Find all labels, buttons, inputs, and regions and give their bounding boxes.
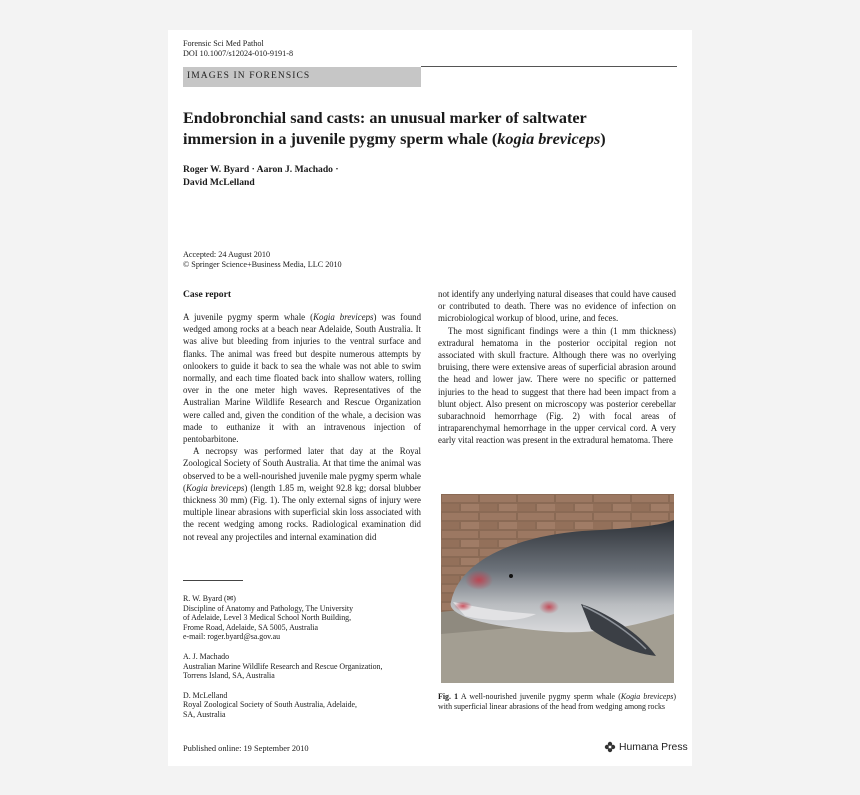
title-species: kogia breviceps [497,130,601,148]
whale-photo-illustration [441,494,674,683]
publisher-logo [604,741,688,753]
affiliation-1 [183,594,421,642]
affiliation-line: Torrens Island, SA, Australia [183,671,275,681]
affiliation-line: Discipline of Anatomy and Pathology, The University [183,603,354,613]
affiliation-2 [183,652,421,681]
header-rule [421,66,677,67]
email-link[interactable]: e-mail: roger.byard@sa.gov.au [183,632,281,642]
journal-header [183,39,293,59]
affiliation-name: D. McLelland [183,690,228,700]
paragraph: A juvenile pygmy sperm whale (Kogia breviceps) was found wedged among rocks at a beach near Adelaide, South Australia. It was alive but bleeding from injuries to the ventral surface and flanks. The animal was freed but despite numerous attempts by onlookers to guide it back to sea the whale was not able to swim normally, and each time floated back into shallow waters, rolling over in the one meter high waves. Representatives of the Australian Marine Wildlife Research and Rescue Organization were called and, given the condition of the whale, a decision was made to euthanize it with an intravenous injection of pentobarbitone. [183,312,422,445]
accepted-date: Accepted: 24 August 2010 [183,250,271,259]
dates-block [183,250,342,270]
affiliation-3 [183,691,421,720]
title-close: ) [600,130,606,148]
authors-line-1: Roger W. Byard · Aaron J. Machado · [183,164,339,175]
paragraph: not identify any underlying natural diseases that could have caused or contributed to death. There was no evidence of infection on microbiological workup of blood, urine, and feces. [438,289,676,324]
affiliation-line: of Adelaide, Level 3 Medical School North Building, [183,613,352,623]
affiliation-line: SA, Australia [183,709,226,719]
figure-label: Fig. 1 [438,692,459,701]
paragraph: A necropsy was performed later that day at the Royal Zoological Society of South Australia. At that time the animal was observed to be a well-nourished juvenile male pygmy sperm whale (Kogia breviceps) (length 1.85 m, weight 92.8 kg; dorsal blubber thickness 30 mm) (Fig. 1). The only external signs of injury were multiple linear abrasions with superficial skin loss associated with the recent wedging among rocks. Radiological examination did not reveal any projectiles and internal examination did [183,446,422,542]
copyright: © Springer Science+Business Media, LLC 2010 [183,260,342,269]
article-title [183,108,677,150]
body-column-left [183,311,421,543]
section-heading: Case report [183,289,232,300]
section-banner [183,67,421,87]
title-line-2: immersion in a juvenile pygmy sperm whale ( [183,130,498,148]
author-list [183,163,483,189]
authors-line-2: David McLelland [183,177,255,188]
figure-caption: Fig. 1 A well-nourished juvenile pygmy sperm whale (Kogia breviceps) with superficial linear abrasions of the head from wedging among rocks [438,692,676,711]
affiliation-line: Royal Zoological Society of South Australia, Adelaide, [183,700,358,710]
humana-flower-icon [604,741,616,753]
affiliation-name: A. J. Machado [183,651,230,661]
doi[interactable]: DOI 10.1007/s12024-010-9191-8 [183,49,294,58]
affiliation-line: Australian Marine Wildlife Research and Rescue Organization, [183,661,383,671]
published-date: Published online: 19 September 2010 [183,744,309,753]
whale-photo [441,494,674,683]
footnote-rule [183,580,243,581]
publisher-name: Humana Press [619,741,688,753]
paragraph: The most significant findings were a thin (1 mm thickness) extradural hematoma in the posterior occipital region not associated with skull fracture. Although there was no overlying bruising, there were extensive areas of superficial abrasion around the head and lower jaw. There were no specific or patterned injuries to the head to suggest that there had been impact from a blunt object. Also present on microscopy was posterior cerebellar subarachnoid hemorrhage (Fig. 2) with focal areas of intraparenchymal hemorrhage in the upper cervical cord. A very early vital reaction was present in the extradural hematoma. There [438,325,676,446]
journal-name: Forensic Sci Med Pathol [183,39,264,48]
affiliations [183,594,421,730]
title-line-1: Endobronchial sand casts: an unusual marker of saltwater [183,109,587,127]
section-label: IMAGES IN FORENSICS [187,71,311,81]
affiliation-line: Frome Road, Adelaide, SA 5005, Australia [183,622,319,632]
affiliation-name: R. W. Byard (✉) [183,594,236,603]
body-column-right [438,288,676,447]
